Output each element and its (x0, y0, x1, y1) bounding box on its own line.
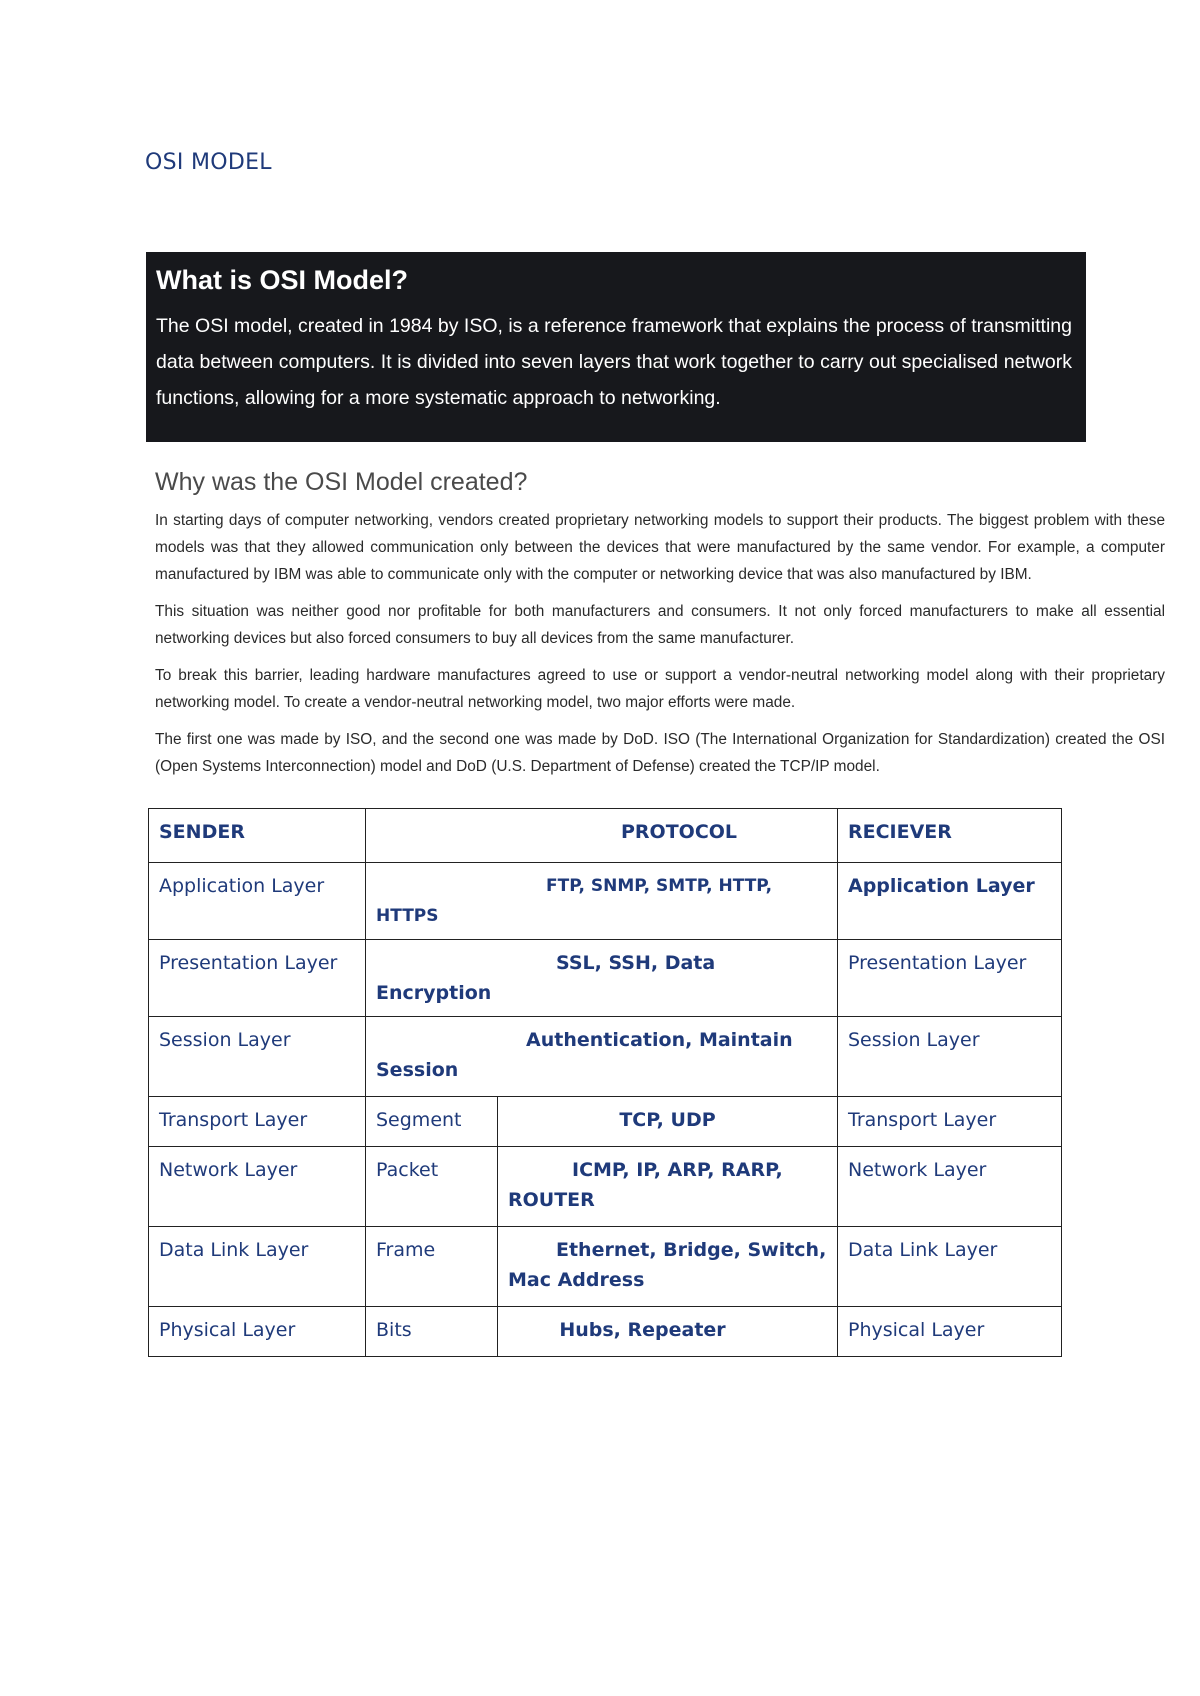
osi-layers-table (148, 808, 1062, 1357)
cell-protocol: Hubs, Repeater (498, 1307, 838, 1357)
cell-protocol: Authentication, Maintain Session (366, 1017, 838, 1097)
cell-unit: Packet (366, 1147, 498, 1227)
page-title: OSI MODEL (145, 150, 272, 175)
cell-sender: Session Layer (149, 1017, 366, 1097)
table-row (149, 863, 1062, 940)
cell-sender: Transport Layer (149, 1097, 366, 1147)
cell-sender: Data Link Layer (149, 1227, 366, 1307)
osi-definition-image (146, 252, 1086, 442)
cell-receiver: Transport Layer (838, 1097, 1062, 1147)
cell-protocol: ICMP, IP, ARP, RARP, ROUTER (498, 1147, 838, 1227)
cell-sender: Application Layer (149, 863, 366, 940)
header-receiver: RECIEVER (838, 809, 1062, 863)
cell-sender: Physical Layer (149, 1307, 366, 1357)
cell-protocol: TCP, UDP (498, 1097, 838, 1147)
cell-protocol: FTP, SNMP, SMTP, HTTP, HTTPS (366, 863, 838, 940)
cell-sender: Network Layer (149, 1147, 366, 1227)
why-osi-paragraph: In starting days of computer networking, vendors created proprietary networking models to support their products. The biggest problem with these models was that they allowed communication only between the devices that were manufactured by the same vendor. For example, a computer manufactured by IBM was able to communicate only with the computer or networking device that was also manufactured by IBM. (155, 512, 1165, 583)
why-osi-section (155, 468, 1165, 790)
cell-receiver: Physical Layer (838, 1307, 1062, 1357)
why-osi-paragraph: The first one was made by ISO, and the second one was made by DoD. ISO (The International Organization for Standardization) created the OSI (Open Systems Interconnection) model and DoD (U.S. Department of Defense) created the TCP/IP model. (155, 731, 1165, 775)
cell-receiver: Session Layer (838, 1017, 1062, 1097)
table-row (149, 1147, 1062, 1227)
why-osi-heading: Why was the OSI Model created? (155, 468, 528, 496)
table-row (149, 1227, 1062, 1307)
table-row (149, 1307, 1062, 1357)
table-row (149, 1097, 1062, 1147)
cell-sender: Presentation Layer (149, 940, 366, 1017)
cell-receiver: Application Layer (838, 863, 1062, 940)
cell-unit: Bits (366, 1307, 498, 1357)
osi-definition-text: The OSI model, created in 1984 by ISO, is a reference framework that explains the process of transmitting data between computers. It is divided into seven layers that work together to carry out specialised network functions, allowing for a more systematic approach to networking. (156, 314, 1072, 409)
cell-unit: Segment (366, 1097, 498, 1147)
cell-protocol: SSL, SSH, Data Encryption (366, 940, 838, 1017)
why-osi-paragraph: To break this barrier, leading hardware manufactures agreed to use or support a vendor-neutral networking model along with their proprietary networking model. To create a vendor-neutral networking model, two major efforts were made. (155, 667, 1165, 711)
cell-unit: Frame (366, 1227, 498, 1307)
why-osi-paragraph: This situation was neither good nor profitable for both manufacturers and consumers. It not only forced manufacturers to make all essential networking devices but also forced consumers to buy all devices from the same manufacturer. (155, 603, 1165, 647)
header-sender: SENDER (149, 809, 366, 863)
cell-receiver: Presentation Layer (838, 940, 1062, 1017)
table-row (149, 1017, 1062, 1097)
osi-definition-heading: What is OSI Model? (156, 265, 409, 295)
table-row (149, 940, 1062, 1017)
cell-protocol: Ethernet, Bridge, Switch, Mac Address (498, 1227, 838, 1307)
cell-receiver: Network Layer (838, 1147, 1062, 1227)
table-header-row (149, 809, 1062, 863)
header-protocol: PROTOCOL (366, 809, 838, 863)
cell-receiver: Data Link Layer (838, 1227, 1062, 1307)
